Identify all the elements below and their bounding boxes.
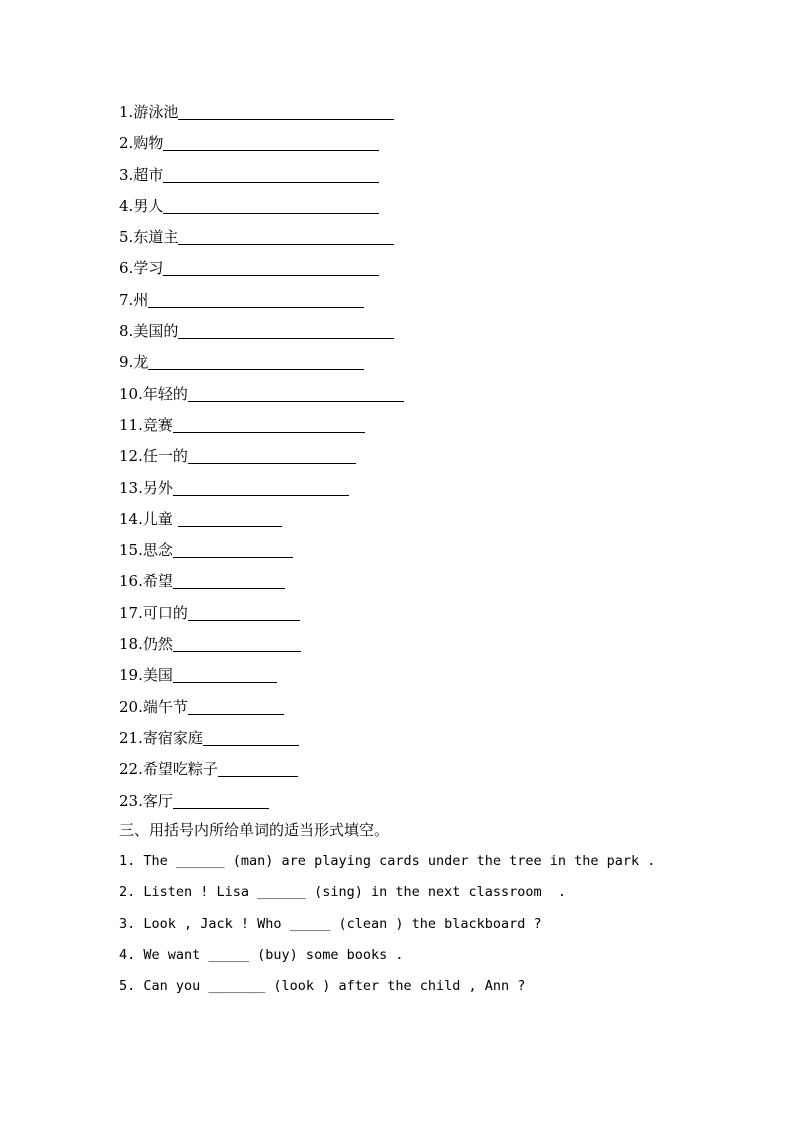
sentence-item: 3. Look , Jack ! Who _____ (clean ) the blackboard ? xyxy=(119,915,542,932)
sentence-item: 5. Can you _______ (look ) after the child , Ann ? xyxy=(119,978,526,995)
vocab-word: 购物 xyxy=(133,134,164,153)
answer-blank[interactable] xyxy=(188,445,356,464)
vocab-item xyxy=(119,539,404,570)
answer-blank[interactable] xyxy=(188,602,300,621)
vocab-word: 竞赛 xyxy=(142,415,173,434)
vocab-word: 美国 xyxy=(142,666,173,685)
section-title: 三、用括号内所给单词的适当形式填空。 xyxy=(119,821,390,839)
answer-blank[interactable] xyxy=(188,383,404,402)
vocab-word: 游泳池 xyxy=(133,103,179,121)
vocab-word: 思念 xyxy=(142,541,173,560)
vocab-word: 年轻的 xyxy=(142,384,188,403)
vocab-item xyxy=(119,164,404,195)
answer-blank[interactable] xyxy=(203,727,299,746)
vocab-word: 东道主 xyxy=(133,228,179,247)
vocab-number: 6. xyxy=(119,259,134,278)
vocab-item xyxy=(119,383,404,414)
vocab-item xyxy=(119,508,404,539)
answer-blank[interactable] xyxy=(218,758,298,777)
vocab-number: 20. xyxy=(119,697,143,716)
answer-blank[interactable] xyxy=(173,414,365,433)
answer-blank[interactable] xyxy=(163,164,379,183)
answer-blank[interactable] xyxy=(178,320,394,339)
vocab-item xyxy=(119,101,404,132)
vocab-item xyxy=(119,289,404,320)
vocab-item xyxy=(119,633,404,664)
answer-blank[interactable] xyxy=(188,696,284,715)
vocab-number: 3. xyxy=(119,165,134,184)
vocab-word: 另外 xyxy=(142,478,173,497)
vocab-word: 可口的 xyxy=(142,603,188,622)
vocab-item xyxy=(119,414,404,445)
vocab-number: 13. xyxy=(119,478,143,497)
sentence-item: 2. Listen ! Lisa ______ (sing) in the next classroom . xyxy=(119,884,567,901)
vocab-item xyxy=(119,602,404,633)
vocab-word: 学习 xyxy=(133,259,164,278)
vocab-item xyxy=(119,226,404,257)
vocab-number: 15. xyxy=(119,541,143,560)
answer-blank[interactable] xyxy=(163,132,379,151)
vocab-number: 14. xyxy=(119,509,143,528)
vocab-number: 4. xyxy=(119,196,134,215)
vocab-word: 希望 xyxy=(142,572,173,591)
vocab-number: 1. xyxy=(119,103,134,121)
vocab-item xyxy=(119,257,404,288)
vocab-item xyxy=(119,445,404,476)
vocab-item xyxy=(119,195,404,226)
answer-blank[interactable] xyxy=(173,633,301,652)
answer-blank[interactable] xyxy=(173,539,293,558)
vocab-item xyxy=(119,727,404,758)
vocab-number: 7. xyxy=(119,290,134,309)
vocab-word: 希望吃粽子 xyxy=(142,760,218,779)
vocab-word: 寄宿家庭 xyxy=(142,728,203,747)
vocab-number: 2. xyxy=(119,134,134,153)
vocab-number: 18. xyxy=(119,635,143,654)
vocab-word: 美国的 xyxy=(133,322,179,341)
vocab-number: 10. xyxy=(119,384,143,403)
fill-in-sentence-list xyxy=(119,850,655,1006)
vocab-number: 9. xyxy=(119,353,134,372)
vocab-item xyxy=(119,696,404,727)
vocab-number: 17. xyxy=(119,603,143,622)
answer-blank[interactable] xyxy=(178,101,394,120)
vocab-number: 23. xyxy=(119,791,143,810)
vocabulary-list xyxy=(119,101,404,821)
sentence-item: 1. The ______ (man) are playing cards under the tree in the park . xyxy=(119,853,656,869)
vocab-item xyxy=(119,664,404,695)
answer-blank[interactable] xyxy=(148,289,364,308)
answer-blank[interactable] xyxy=(173,664,277,683)
vocab-number: 22. xyxy=(119,760,143,779)
vocab-word: 男人 xyxy=(133,196,164,215)
vocab-item xyxy=(119,132,404,163)
sentence-item: 4. We want _____ (buy) some books . xyxy=(119,946,404,963)
answer-blank[interactable] xyxy=(178,226,394,245)
vocab-word: 龙 xyxy=(133,353,149,372)
vocab-item xyxy=(119,790,404,821)
vocab-number: 11. xyxy=(119,415,143,434)
vocab-item xyxy=(119,351,404,382)
vocab-number: 8. xyxy=(119,322,134,341)
answer-blank[interactable] xyxy=(148,351,364,370)
vocab-number: 21. xyxy=(119,728,143,747)
vocab-word: 儿童 xyxy=(142,509,173,528)
vocab-item xyxy=(119,570,404,601)
answer-blank[interactable] xyxy=(173,570,285,589)
answer-blank[interactable] xyxy=(178,508,282,527)
vocab-word: 客厅 xyxy=(142,791,173,810)
vocab-item xyxy=(119,477,404,508)
vocab-word: 任一的 xyxy=(142,447,188,466)
vocab-number: 5. xyxy=(119,228,134,247)
vocab-number: 19. xyxy=(119,666,143,685)
vocab-word: 仍然 xyxy=(142,635,173,654)
vocab-word: 超市 xyxy=(133,165,164,184)
vocab-number: 16. xyxy=(119,572,143,591)
vocab-number: 12. xyxy=(119,447,143,466)
answer-blank[interactable] xyxy=(163,195,379,214)
answer-blank[interactable] xyxy=(173,790,269,809)
vocab-word: 州 xyxy=(133,290,149,309)
vocab-word: 端午节 xyxy=(142,697,188,716)
answer-blank[interactable] xyxy=(173,477,349,496)
vocab-item xyxy=(119,758,404,789)
vocab-item xyxy=(119,320,404,351)
answer-blank[interactable] xyxy=(163,257,379,276)
